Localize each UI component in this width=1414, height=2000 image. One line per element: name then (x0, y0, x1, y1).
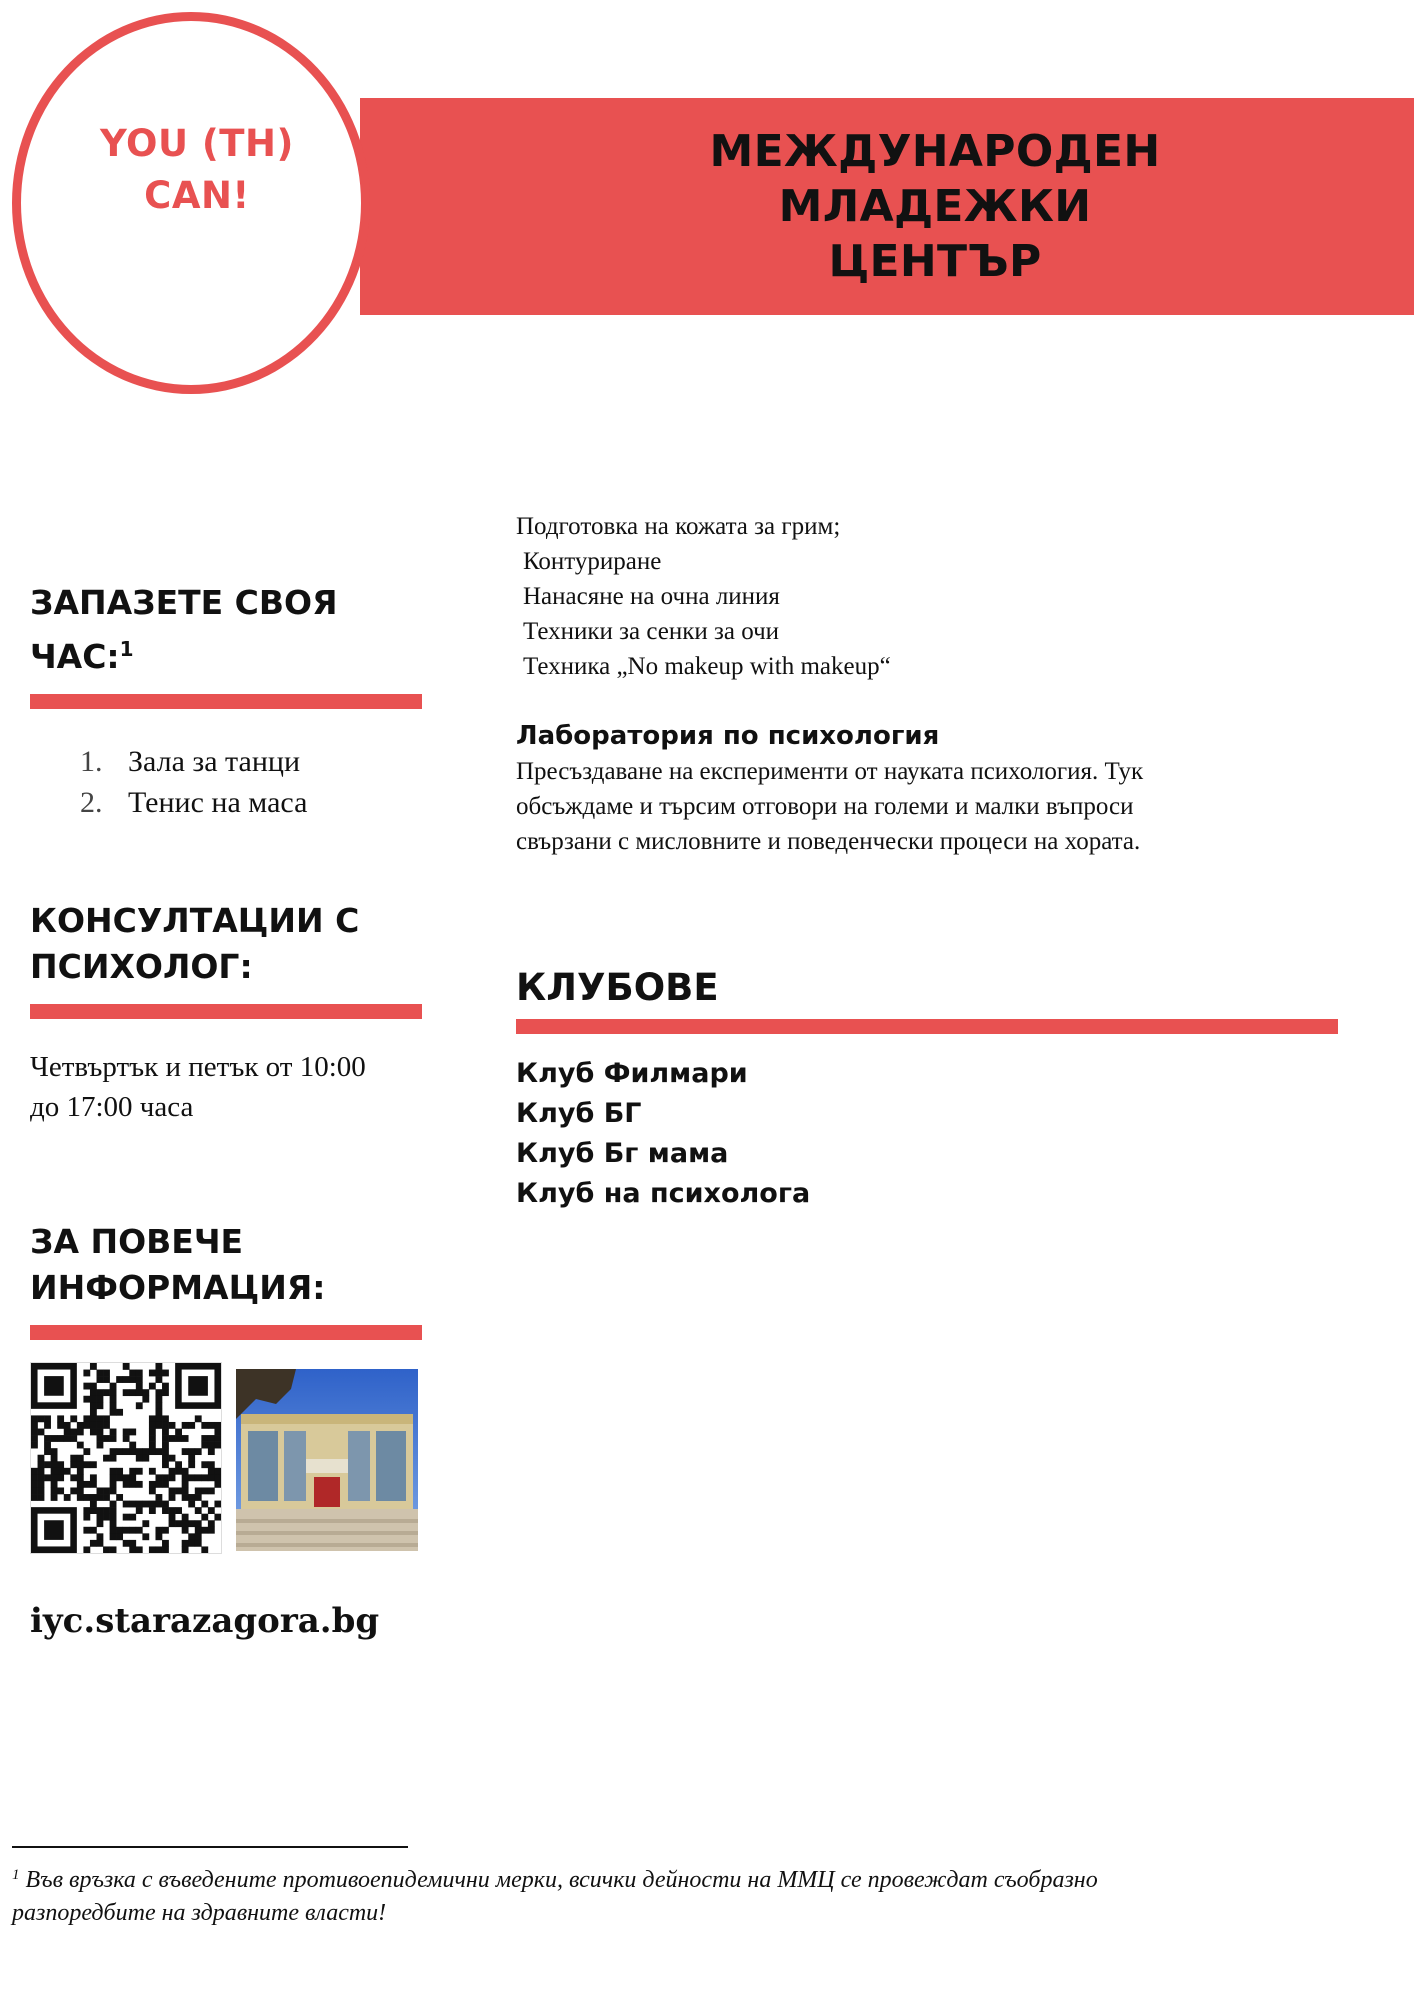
club-item: Клуб БГ (516, 1098, 642, 1129)
section-divider (30, 1325, 422, 1340)
building-photo-image (236, 1369, 418, 1551)
qr-code[interactable] (30, 1362, 222, 1554)
list-item: Техника „No makeup with makeup“ (523, 653, 891, 680)
qr-code-image (31, 1363, 221, 1553)
consultations-hours (30, 1047, 422, 1127)
psych-lab-line-1: Пресъздаване на експерименти от науката психология. Тук (516, 758, 1144, 785)
consultations-heading-line-2: ПСИХОЛОГ: (30, 947, 253, 986)
website-link[interactable]: iyc.starazagora.bg (30, 1601, 380, 1641)
footnote-divider (12, 1846, 408, 1848)
more-info-heading-line-2: ИНФОРМАЦИЯ: (30, 1268, 326, 1307)
booking-section (30, 580, 422, 823)
booking-heading-line-1: ЗАПАЗЕТЕ СВОЯ (30, 583, 338, 622)
psych-lab-line-3: свързани с мисловните и поведенчески процеси на хората. (516, 828, 1141, 855)
more-info-heading (30, 1219, 422, 1311)
slogan-line-2: CAN! (144, 174, 250, 217)
footnote (12, 1859, 1372, 1930)
slogan-line-1: YOU (TH) (100, 122, 294, 165)
consultations-heading-line-1: КОНСУЛТАЦИИ С (30, 901, 360, 940)
hours-line-2: до 17:00 часа (30, 1091, 194, 1123)
footnote-line-1: Във връзка с въведените противоепидемични мерки, всички дейности на ММЦ се провеждат съобразно (25, 1867, 1098, 1893)
clubs-section (516, 963, 1338, 1214)
list-item: Техники за сенки за очи (523, 618, 780, 645)
club-item: Клуб Бг мама (516, 1138, 729, 1169)
page-title (560, 124, 1310, 289)
booking-heading-line-2: ЧАС: (30, 637, 120, 676)
club-item: Клуб Филмари (516, 1058, 748, 1089)
psych-lab-section (516, 718, 1276, 859)
page-title-line-1: МЕЖДУНАРОДЕН МЛАДЕЖКИ (709, 126, 1161, 232)
section-divider (30, 694, 422, 709)
footnote-line-2: разпоредбите на здравните власти! (12, 1900, 387, 1926)
slogan (12, 118, 382, 222)
psych-lab-description (516, 754, 1276, 859)
more-info-section (30, 1219, 422, 1340)
list-item-label: Тенис на маса (128, 786, 308, 819)
consultations-section (30, 898, 422, 1127)
psych-lab-heading: Лаборатория по психология (516, 721, 940, 751)
section-divider (516, 1019, 1338, 1034)
makeup-topics-list (516, 509, 891, 684)
consultations-heading (30, 898, 422, 990)
list-number: 2. (80, 786, 103, 819)
hours-line-1: Четвъртък и петък от 10:00 (30, 1051, 366, 1083)
building-photo (236, 1369, 418, 1551)
list-item: Подготовка на кожата за грим; (516, 513, 841, 540)
list-number: 1. (80, 745, 103, 778)
clubs-heading: КЛУБОВЕ (516, 966, 719, 1009)
list-item: Нанасяне на очна линия (523, 583, 780, 610)
section-divider (30, 1004, 422, 1019)
page-title-line-2: ЦЕНТЪР (828, 236, 1042, 287)
more-info-heading-line-1: ЗА ПОВЕЧЕ (30, 1222, 244, 1261)
clubs-list (516, 1054, 1338, 1214)
list-item (30, 782, 422, 823)
psych-lab-line-2: обсъждаме и търсим отговори на големи и малки въпроси (516, 793, 1134, 820)
club-item: Клуб на психолога (516, 1178, 811, 1209)
list-item: Контуриране (523, 548, 662, 575)
booking-list (30, 741, 422, 823)
footnote-reference[interactable]: 1 (119, 637, 134, 661)
booking-heading (30, 580, 422, 680)
list-item-label: Зала за танци (128, 745, 301, 778)
footnote-mark: 1 (12, 1867, 20, 1883)
list-item (30, 741, 422, 782)
